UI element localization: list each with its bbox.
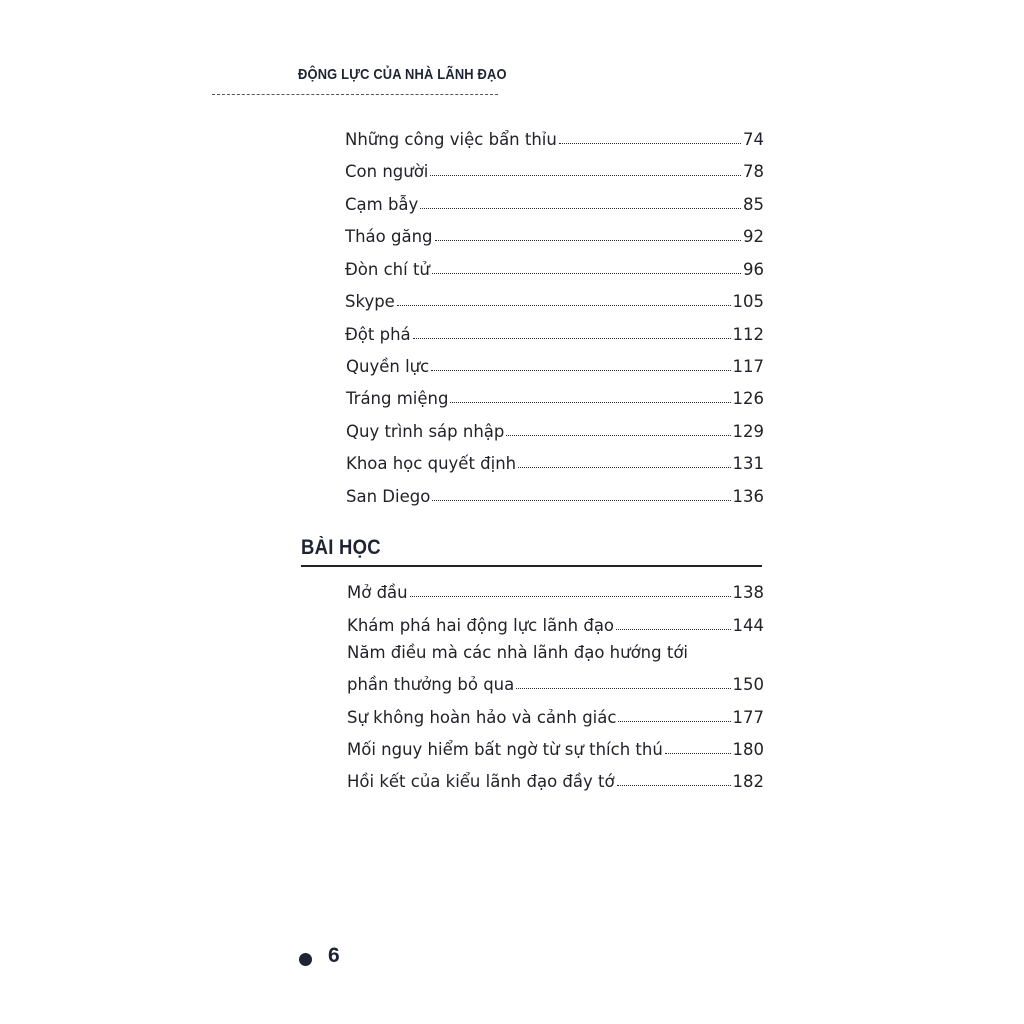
toc-entry-page: 150 <box>732 675 764 694</box>
toc-entry-title: Sự không hoàn hảo và cảnh giác <box>347 708 617 727</box>
toc-entry <box>345 157 764 181</box>
section-heading: BÀI HỌC <box>301 536 381 559</box>
dot-leader <box>431 370 730 371</box>
toc-entry <box>345 190 764 214</box>
toc-entry <box>345 222 764 246</box>
dot-leader <box>559 143 741 144</box>
toc-entry-title: phần thưởng bỏ qua <box>347 675 515 694</box>
dot-leader <box>397 305 731 306</box>
toc-entry-title: Mở đầu <box>347 583 408 602</box>
toc-entry-page: 105 <box>732 292 764 311</box>
dot-leader <box>617 785 731 786</box>
dot-leader <box>506 435 730 436</box>
toc-entry <box>347 703 764 727</box>
toc-entry-page: 129 <box>732 422 764 441</box>
toc-entry <box>347 670 764 694</box>
toc-entry <box>346 384 764 408</box>
toc-entry <box>346 352 764 376</box>
dot-leader <box>450 402 730 403</box>
toc-entry-title: Tráng miệng <box>346 389 449 408</box>
toc-entry <box>347 735 764 759</box>
page-number: 6 <box>328 944 340 967</box>
dot-leader <box>413 338 731 339</box>
toc-entry <box>345 287 764 311</box>
dot-leader <box>616 629 730 630</box>
toc-entry <box>345 255 764 279</box>
dot-leader <box>618 721 730 722</box>
dot-leader <box>665 753 731 754</box>
toc-entry-title: Đột phá <box>345 325 411 344</box>
toc-entry-page: 74 <box>743 130 764 149</box>
dot-leader <box>435 240 741 241</box>
toc-entry-page: 92 <box>743 227 764 246</box>
dot-leader <box>430 175 741 176</box>
toc-entry-title: Tháo găng <box>345 227 433 246</box>
section-rule <box>301 565 762 567</box>
toc-entry-page: 112 <box>732 325 764 344</box>
header-rule <box>212 94 498 95</box>
toc-entry <box>345 125 764 149</box>
toc-entry-title: Con người <box>345 162 429 181</box>
toc-entry-title: Khoa học quyết định <box>346 454 517 473</box>
toc-entry-title: Hồi kết của kiểu lãnh đạo đầy tớ <box>347 772 615 791</box>
dot-leader <box>420 208 741 209</box>
toc-entry <box>345 320 764 344</box>
toc-entry <box>347 578 764 602</box>
toc-entry-page: 85 <box>743 195 764 214</box>
toc-entry <box>346 417 764 441</box>
toc-entry-page: 131 <box>732 454 764 473</box>
toc-entry <box>346 482 764 506</box>
running-header: ĐỘNG LỰC CỦA NHÀ LÃNH ĐẠO <box>298 66 507 83</box>
toc-entry-title: Những công việc bẩn thỉu <box>345 130 557 149</box>
dot-leader <box>518 467 730 468</box>
toc-entry-page: 177 <box>732 708 764 727</box>
toc-entry-page: 136 <box>732 487 764 506</box>
toc-entry-page: 96 <box>743 260 764 279</box>
toc-entry-page: 78 <box>743 162 764 181</box>
toc-entry-page: 126 <box>732 389 764 408</box>
toc-entry-title: Skype <box>345 292 395 311</box>
dot-leader <box>410 596 731 597</box>
toc-entry-title: Quyền lực <box>346 357 430 376</box>
toc-entry-page: 138 <box>732 583 764 602</box>
toc-entry-page: 180 <box>732 740 764 759</box>
toc-entry-page: 182 <box>732 772 764 791</box>
toc-entry <box>346 449 764 473</box>
toc-entry-title: Khám phá hai động lực lãnh đạo <box>347 616 615 635</box>
dot-leader <box>432 500 730 501</box>
toc-entry-title: Đòn chí tử <box>345 260 430 279</box>
toc-entry <box>347 767 764 791</box>
toc-entry-page: 144 <box>732 616 764 635</box>
toc-entry-title: Cạm bẫy <box>345 195 419 214</box>
dot-leader <box>516 688 730 689</box>
toc-entry-page: 117 <box>732 357 764 376</box>
toc-entry <box>347 611 764 635</box>
toc-entry-title: Mối nguy hiểm bất ngờ từ sự thích thú <box>347 740 663 759</box>
toc-entry-title-line1: Năm điều mà các nhà lãnh đạo hướng tới <box>347 643 688 662</box>
toc-entry-title: Quy trình sáp nhập <box>346 422 505 441</box>
folio-bullet-icon <box>299 953 312 966</box>
dot-leader <box>432 273 741 274</box>
toc-entry-title: San Diego <box>346 487 431 506</box>
